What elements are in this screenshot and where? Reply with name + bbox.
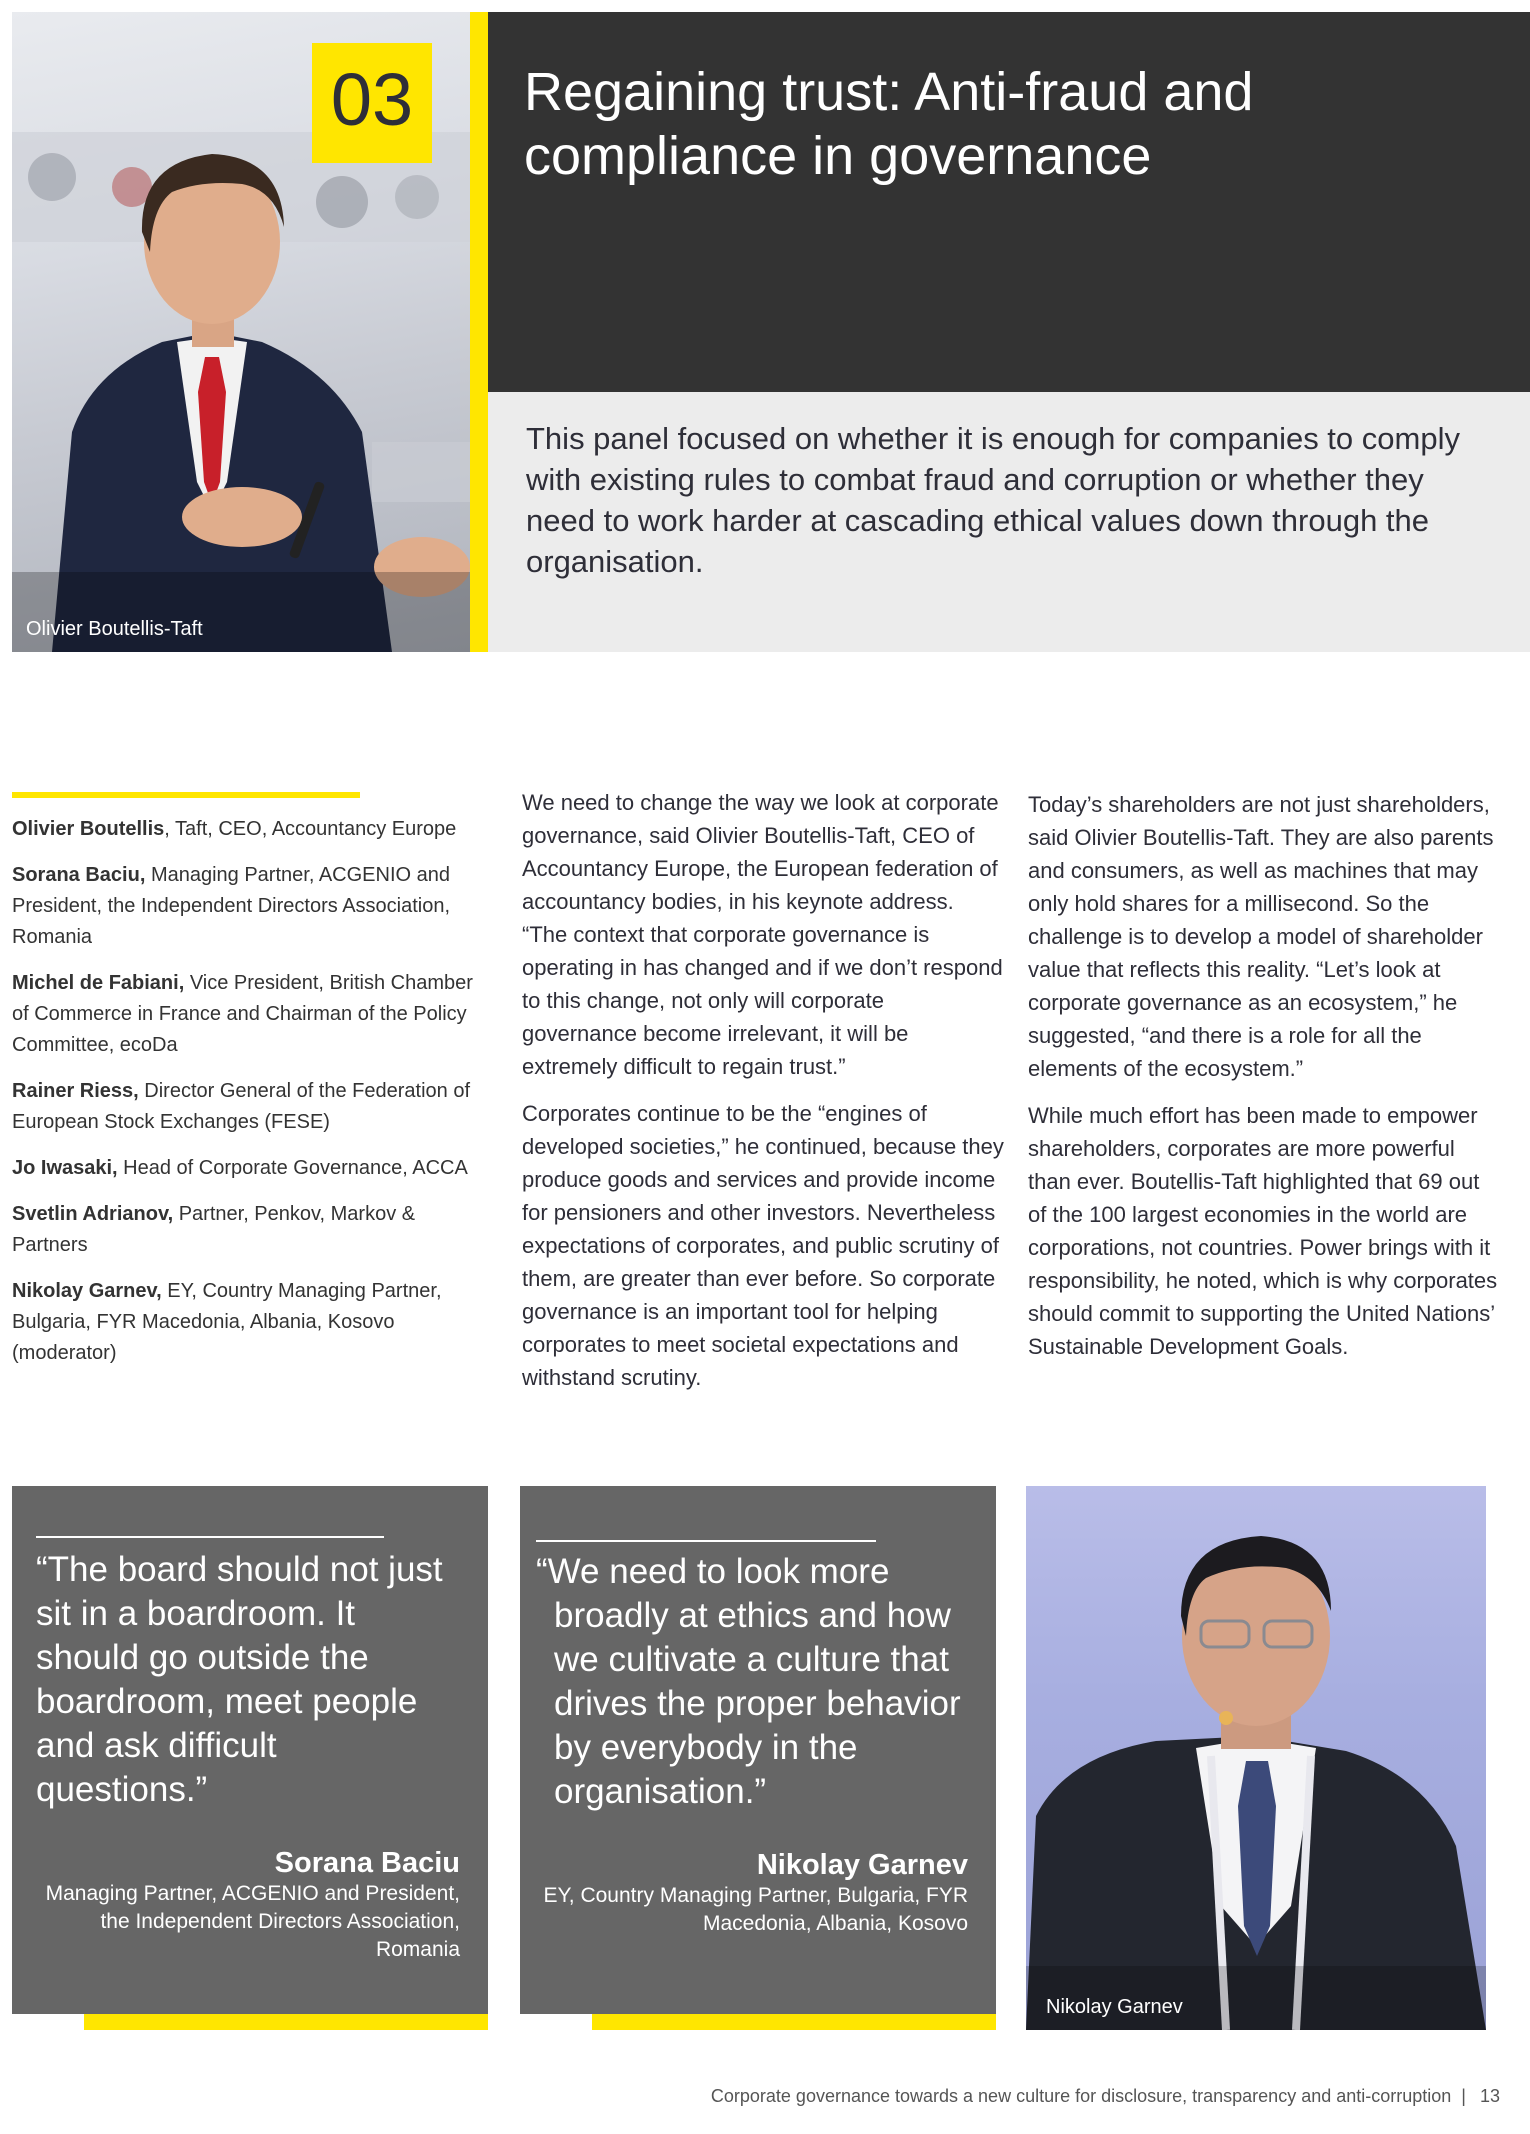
panelist-name: Rainer Riess,	[12, 1080, 139, 1102]
panelist-name: Svetlin Adrianov,	[12, 1203, 174, 1225]
panelist-item	[12, 860, 492, 953]
panelists-list	[12, 814, 492, 1384]
panelist-name: Sorana Baciu,	[12, 864, 146, 886]
footer-separator: |	[1461, 2086, 1466, 2106]
hero-photo-caption: Olivier Boutellis-Taft	[26, 618, 203, 640]
panelist-role: Director General of the Federation of European Stock Exchanges (FESE)	[12, 1080, 471, 1133]
panelist-item	[12, 1153, 492, 1184]
intro-text: This panel focused on whether it is enough for companies to comply with existing rules to combat fraud and corruption or whether they need to work harder at cascading ethical values down through the organisation.	[526, 421, 1460, 579]
panelist-name: Olivier Boutellis	[12, 818, 165, 840]
panelists-rule	[12, 792, 360, 798]
intro-panel	[488, 392, 1530, 652]
title-panel	[488, 12, 1530, 392]
garnev-photo	[1026, 1486, 1486, 2030]
body-column-3	[1028, 788, 1498, 1377]
page-number: 13	[1479, 2086, 1500, 2106]
quote-author-role: Managing Partner, ACGENIO and President, the Independent Directors Association, Romania	[45, 1882, 460, 1961]
panelist-name: Jo Iwasaki,	[12, 1157, 118, 1179]
page-title: Regaining trust: Anti-fraud and compliance in governance	[524, 62, 1254, 186]
panelist-role: Managing Partner, ACGENIO and President, the Independent Directors Association, Romania	[12, 864, 451, 948]
panelist-role: Head of Corporate Governance, ACCA	[117, 1157, 468, 1179]
quote-text: “We need to look more broadly at ethics and how we cultivate a culture that drives the proper behavior by everybody in the organisation.”	[536, 1552, 961, 1811]
accent-bar-horizontal	[84, 2014, 488, 2030]
quote-author: Sorana Baciu	[274, 1847, 460, 1879]
quote-author-role: EY, Country Managing Partner, Bulgaria, FYR Macedonia, Albania, Kosovo	[543, 1884, 968, 1935]
body-column-2	[522, 786, 1004, 1408]
panelist-role: , Taft, CEO, Accountancy Europe	[164, 818, 457, 840]
panelist-item	[12, 1076, 492, 1138]
quote-rule	[536, 1540, 876, 1542]
panelist-item	[12, 1199, 492, 1261]
quote-attribution	[528, 1848, 968, 1938]
body-paragraph: While much effort has been made to empower shareholders, corporates are more powerful than ever. Boutellis-Taft highlighted that 69 out of the 100 largest economies in the world are corporations, not countries. Power brings with it responsibility, he noted, which is why corporates should commit to supporting the United Nations’ Sustainable Development Goals.	[1028, 1103, 1498, 1359]
quote-box-garnev	[520, 1486, 996, 2014]
panelist-role: EY, Country Managing Partner, Bulgaria, FYR Macedonia, Albania, Kosovo (moderator)	[12, 1280, 442, 1364]
quote-author: Nikolay Garnev	[756, 1849, 968, 1881]
accent-bar-horizontal	[592, 2014, 996, 2030]
footer-text: Corporate governance towards a new culture for disclosure, transparency and anti-corruption	[710, 2086, 1452, 2106]
body-paragraph: We need to change the way we look at corporate governance, said Olivier Boutellis-Taft, CEO of Accountancy Europe, the European federation of accountancy bodies, in his keynote address. “The context that corporate governance is operating in has changed and if we don’t respond to this change, not only will corporate governance become irrelevant, it will be extremely difficult to regain trust.”	[522, 790, 1003, 1079]
quote-rule	[36, 1536, 384, 1538]
garnev-illustration	[1026, 1486, 1486, 2030]
panelist-item	[12, 1276, 492, 1369]
quote-box-baciu	[12, 1486, 488, 2014]
quote-attribution	[40, 1846, 460, 1964]
panelist-role: Vice President, British Chamber of Commerce in France and Chairman of the Policy Committee, ecoDa	[12, 972, 473, 1056]
page-footer	[600, 2086, 1500, 2107]
panelist-role: Partner, Penkov, Markov & Partners	[12, 1203, 416, 1256]
accent-bar-vertical	[470, 12, 488, 652]
garnev-photo-caption: Nikolay Garnev	[1046, 1996, 1183, 2018]
panelist-item	[12, 814, 492, 845]
quote-text: “The board should not just sit in a boardroom. It should go outside the boardroom, meet people and ask difficult questions.”	[36, 1550, 443, 1809]
body-paragraph: Today’s shareholders are not just shareholders, said Olivier Boutellis-Taft. They are also parents and consumers, as well as machines that may only hold shares for a millisecond. So the challenge is to develop a model of shareholder value that reflects this reality. “Let’s look at corporate governance as an ecosystem,” he suggested, “and there is a role for all the elements of the ecosystem.”	[1028, 792, 1494, 1081]
body-paragraph: Corporates continue to be the “engines of developed societies,” he continued, because they produce goods and services and provide income for pensioners and other investors. Nevertheless expectations of corporates, and public scrutiny of them, are greater than ever before. So corporate governance is an important tool for helping corporates to meet societal expectations and withstand scrutiny.	[522, 1101, 1004, 1390]
panelist-name: Michel de Fabiani,	[12, 972, 185, 994]
panelist-item	[12, 968, 492, 1061]
panelist-name: Nikolay Garnev,	[12, 1280, 162, 1302]
section-number: 03	[330, 58, 414, 141]
section-number-box	[312, 43, 432, 163]
